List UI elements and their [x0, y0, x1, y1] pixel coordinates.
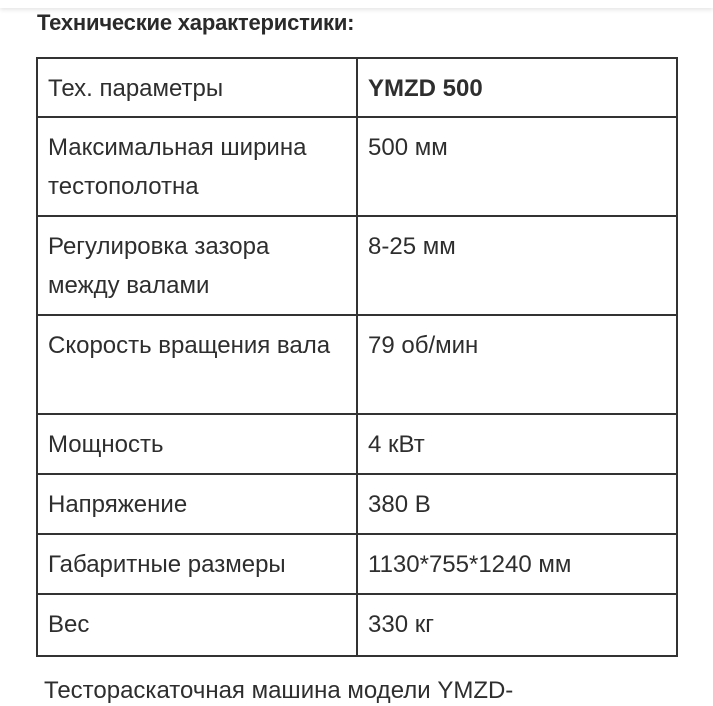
table-header-row [37, 58, 677, 117]
param-cell: Максимальная ширина тестополотна [37, 117, 357, 216]
param-cell: Мощность [37, 414, 357, 474]
table-row [37, 414, 677, 474]
top-bar [0, 0, 713, 8]
value-cell: 380 В [357, 474, 677, 534]
value-cell: 8-25 мм [357, 216, 677, 315]
value-cell: 330 кг [357, 594, 677, 656]
header-param-cell: Тех. параметры [37, 58, 357, 117]
spec-table [36, 57, 678, 657]
table-row [37, 594, 677, 656]
description-paragraph: Тестораскаточная машина модели YMZD- [44, 677, 514, 704]
param-cell: Скорость вращения вала [37, 315, 357, 414]
param-cell: Напряжение [37, 474, 357, 534]
param-cell: Регулировка зазора между валами [37, 216, 357, 315]
table-row [37, 474, 677, 534]
param-cell: Габаритные размеры [37, 534, 357, 594]
table-row [37, 216, 677, 315]
section-heading: Технические характеристики: [37, 10, 355, 35]
param-cell: Вес [37, 594, 357, 656]
header-model-cell: YMZD 500 [357, 58, 677, 117]
value-cell: 1130*755*1240 мм [357, 534, 677, 594]
value-cell: 500 мм [357, 117, 677, 216]
table-row [37, 315, 677, 414]
value-cell: 79 об/мин [357, 315, 677, 414]
value-cell: 4 кВт [357, 414, 677, 474]
table-row [37, 117, 677, 216]
table-row [37, 534, 677, 594]
